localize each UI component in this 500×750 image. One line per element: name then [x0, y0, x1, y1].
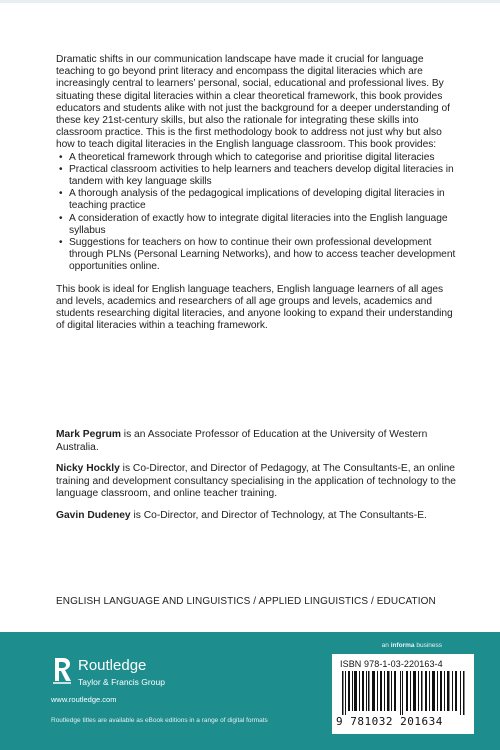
publisher-name: Routledge [78, 657, 147, 674]
subject-categories: ENGLISH LANGUAGE AND LINGUISTICS / APPLIED LINGUISTICS / EDUCATION [56, 596, 436, 607]
author-name: Mark Pegrum [56, 429, 121, 440]
feature-list [56, 152, 458, 274]
informa-tagline: an informa business [381, 642, 442, 649]
isbn-label: ISBN 978-1-03-220163-4 [340, 659, 443, 669]
feature-item: • A theoretical framework through which to categorise and prioritise digital literacies [59, 151, 435, 163]
author-bio: Mark Pegrum is an Associate Professor of Education at the University of Western Australia. [56, 429, 428, 453]
blurb [56, 54, 458, 342]
barcode-block [332, 654, 474, 734]
publisher-group: Taylor & Francis Group [78, 677, 165, 687]
feature-item: • A consideration of exactly how to integrate digital literacies into the English language syllabus [59, 212, 448, 236]
blurb-intro: Dramatic shifts in our communication landscape have made it crucial for language teaching to go beyond print literacy and encompass the digital literacies which are increasingly central to learners’ personal, social, educational and professional lives. By situating these digital literacies within a clear theoretical framework, this book provides educators and students alike with not just the background for a deeper understanding of these key 21st-century skills, but also the rationale for integrating these skills into classroom practice. This is the first methodology book to address not just why but also how to teach digital literacies in the English language classroom. This book provides: [56, 54, 450, 151]
feature-item: • A thorough analysis of the pedagogical implications of developing digital literacies in teaching practice [59, 188, 445, 212]
feature-item: • Practical classroom activities to help learners and teachers develop digital literacies in tandem with key language skills [59, 163, 454, 188]
ebook-note: Routledge titles are available as eBook editions in a range of digital formats [51, 717, 268, 724]
audience-paragraph: This book is ideal for English language teachers, English language learners of all ages and levels, academics and researchers of all age groups and levels, academics and students researching digital literacies, and anyone looking to expand their understanding of digital literacies within a teaching framework. [56, 283, 453, 332]
author-name: Nicky Hockly [56, 463, 120, 475]
barcode-digits: 9 781032 201634 [336, 715, 443, 728]
bullet-icon: • [59, 163, 63, 175]
author-bios [56, 429, 458, 532]
author-bio: Nicky Hockly is Co-Director, and Director of Pedagogy, at The Consultants-E, an online training and development consultancy specialising in the application of technology to the language classroom, and online teacher training. [56, 463, 457, 500]
bullet-icon: • [59, 188, 63, 200]
routledge-logo-icon [51, 656, 73, 686]
barcode-icon [340, 671, 466, 715]
feature-item: • Suggestions for teachers on how to continue their own professional development through PLNs (Personal Learning Networks), and how to access teacher development opportunities online. [59, 237, 456, 273]
bullet-icon: • [59, 212, 63, 224]
author-bio: Gavin Dudeney is Co-Director, and Director of Technology, at The Consultants-E. [56, 509, 427, 521]
publisher-footer [0, 632, 500, 750]
bullet-icon: • [59, 151, 63, 163]
bullet-icon: • [59, 237, 63, 249]
top-border [0, 0, 500, 3]
publisher-url[interactable]: www.routledge.com [51, 695, 117, 704]
author-name: Gavin Dudeney [56, 509, 131, 521]
